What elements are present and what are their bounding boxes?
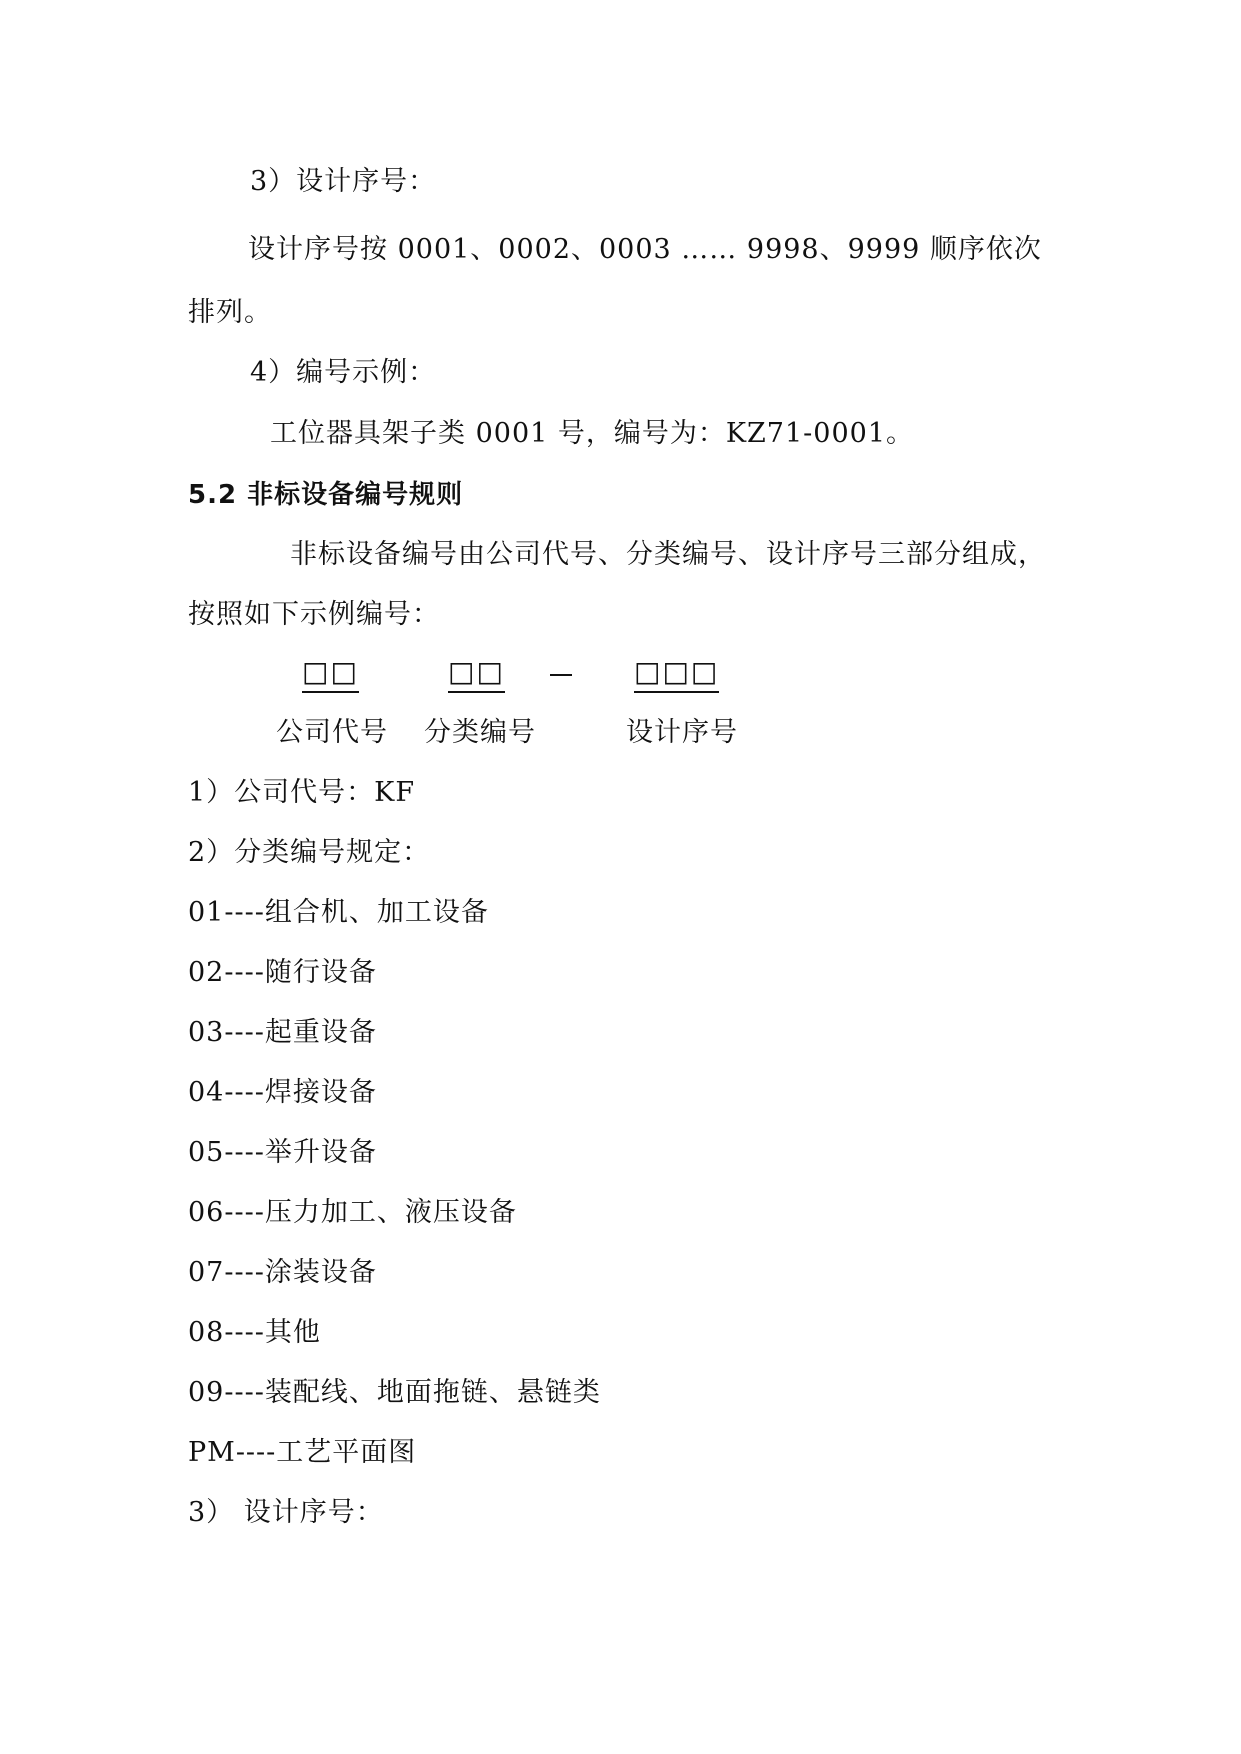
- serial-number-text-line2: 排列。: [188, 297, 272, 328]
- company-code-label: 公司代号: [276, 717, 388, 748]
- numbering-example-heading: 4）编号示例：: [250, 357, 437, 388]
- intro-text-line1: 非标设备编号由公司代号、分类编号、设计序号三部分组成，: [290, 539, 1046, 570]
- category-code-boxes: □□: [448, 655, 505, 693]
- serial-number-heading: 3）设计序号：: [250, 166, 437, 197]
- category-item: 06----压力加工、液压设备: [188, 1197, 517, 1228]
- serial-number-heading-2: 3） 设计序号：: [188, 1497, 384, 1528]
- category-item: 04----焊接设备: [188, 1077, 377, 1108]
- serial-number-text-line1: 设计序号按 0001、0002、0003 …… 9998、9999 顺序依次: [248, 234, 1042, 265]
- category-item: 02----随行设备: [188, 957, 377, 988]
- serial-code-boxes: □□□: [634, 655, 719, 693]
- category-item: 03----起重设备: [188, 1017, 377, 1048]
- company-code-boxes: □□: [302, 655, 359, 693]
- company-code-item: 1）公司代号：KF: [188, 777, 416, 808]
- category-item: PM----工艺平面图: [188, 1437, 417, 1468]
- serial-code-label: 设计序号: [626, 717, 738, 748]
- category-item: 07----涂装设备: [188, 1257, 377, 1288]
- category-item: 01----组合机、加工设备: [188, 897, 489, 928]
- category-heading: 2）分类编号规定：: [188, 837, 431, 868]
- numbering-example-text: 工位器具架子类 0001 号，编号为：KZ71-0001。: [270, 418, 915, 449]
- code-separator-dash: [550, 674, 572, 676]
- category-item: 08----其他: [188, 1317, 321, 1348]
- category-item: 05----举升设备: [188, 1137, 377, 1168]
- intro-text-line2: 按照如下示例编号：: [188, 599, 440, 630]
- category-item: 09----装配线、地面拖链、悬链类: [188, 1377, 601, 1408]
- category-code-label: 分类编号: [424, 717, 536, 748]
- section-title: 5.2 非标设备编号规则: [188, 480, 464, 510]
